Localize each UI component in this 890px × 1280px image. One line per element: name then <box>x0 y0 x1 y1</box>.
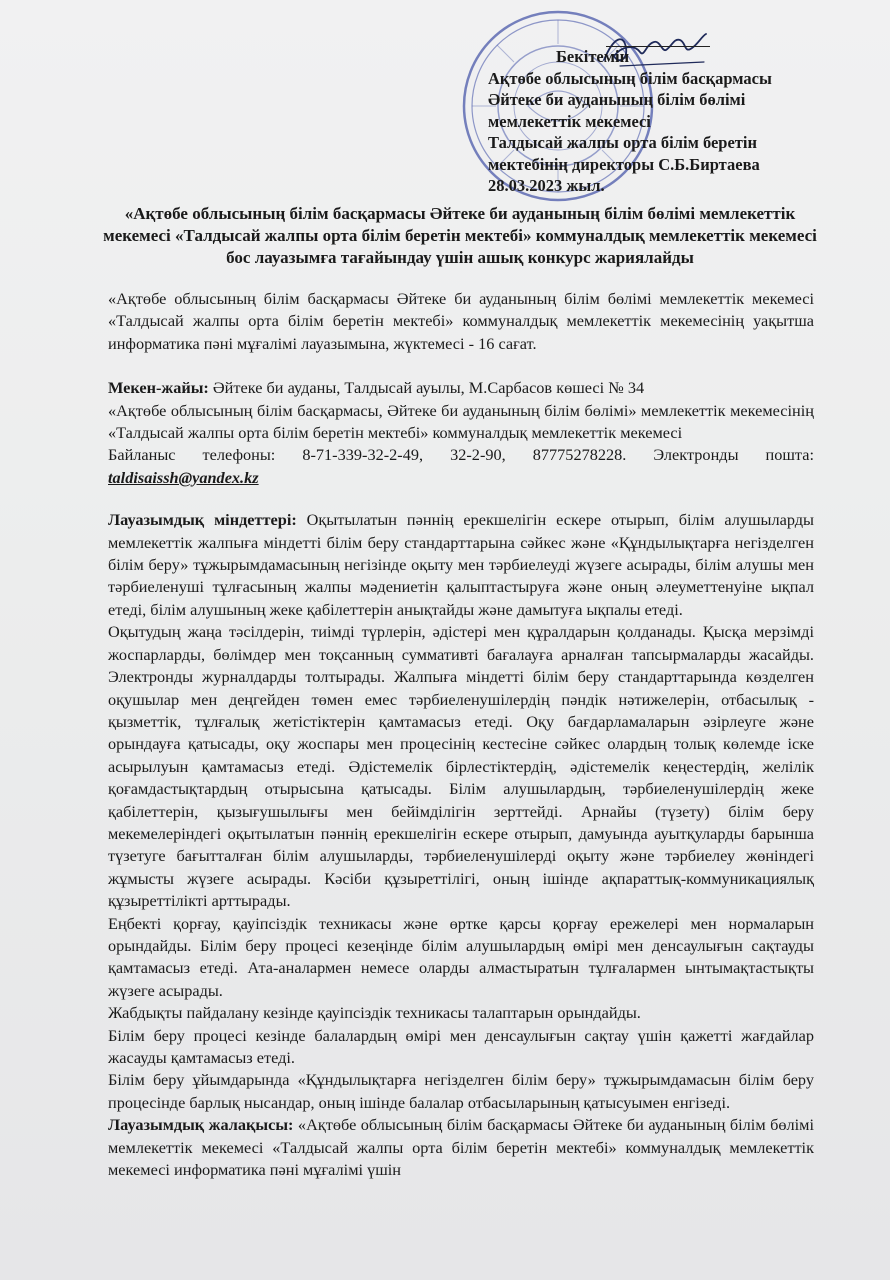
intro-paragraph: «Ақтөбе облысының білім басқармасы Әйтеке би ауданының білім бөлімі мемлекеттік мекемесі «Талдысай жалпы орта білім беретін мектебі» коммуналдық мемлекеттік мекемесінің уақытша информатика пәні мұғалімі лауазымына, жүктемесі - 16 сағат. <box>108 289 814 353</box>
duties-paragraph <box>108 509 814 621</box>
approval-line: мемлекеттік мекемесі <box>488 111 651 131</box>
announcement-title: «Ақтөбе облысының білім басқармасы Әйтеке би ауданының білім бөлімі мемлекеттік мекемесі «Талдысай жалпы орта білім беретін мектебі» коммуналдық мемлекеттік мекемесі бос лауазымға тағайындау үшін ашық конкурс жариялайды <box>103 204 817 267</box>
duties-paragraph: Білім беру ұйымдарында «Құндылықтарға негізделген білім беру» тұжырымдамасын білім беру процесінде барлық нысандар, оның ішінде балалар отбасыларының қатысуымен енгізеді. <box>108 1070 814 1112</box>
address-paragraph <box>108 377 814 399</box>
contacts-paragraph <box>108 444 814 489</box>
announcement-body <box>108 288 814 1181</box>
salary-label: Лауазымдық жалақысы: <box>108 1115 294 1135</box>
duties-paragraph: Жабдықты пайдалану кезінде қауіпсіздік техникасы талаптарын орындайды. <box>108 1003 641 1023</box>
salary-paragraph <box>108 1114 814 1181</box>
duties-text: Оқытылатын пәннің ерекшелігін ескере отырып, білім алушыларды мемлекеттік жалпыға міндетті білім беру стандарттарына сәйкес және «Құндылықтарға негізделген білім беру» тұжырымдамасының негізінде оқыту мен тәрбиелеуді жүзеге асырады, білім алушы мен тәрбиеленуші тұлғасының жалпы мәдениетін қалыптастыруға және оның әлеуметтенуіне ықпал етеді, білім алушының жеке қабілеттерін анықтайды және дамытуға ықпалы етеді. <box>108 510 814 619</box>
organization-paragraph: «Ақтөбе облысының білім басқармасы, Әйтеке би ауданының білім бөлімі» мемлекеттік мекемесінің «Талдысай жалпы орта білім беретін мектебі» коммуналдық мемлекеттік мекемесі <box>108 400 814 443</box>
approval-word: Бекітемін <box>556 47 630 66</box>
approval-block <box>488 46 848 197</box>
duties-paragraph: Еңбекті қорғау, қауіпсіздік техникасы және өртке қарсы қорғау ережелері мен нормаларын орындайды. Білім беру процесі кезеңінде білім алушылардың өмірі мен денсаулығын сақтауды қамтамасыз етеді. Ата-аналармен немесе оларды алмастыратын тұлғалармен ынтымақтастықты жүзеге асырады. <box>108 913 814 1000</box>
phones-text: Байланыс телефоны: 8-71-339-32-2-49, 32-2-90, 87775278228. Электронды пошта: <box>108 445 814 465</box>
signature-line <box>606 46 710 47</box>
duties-paragraph: Білім беру процесі кезінде балалардың өмірі мен денсаулығын сақтау үшін қажетті жағдайлар жасауды қамтамасыз етеді. <box>108 1025 814 1067</box>
duties-paragraph: Оқытудың жаңа тәсілдерін, тиімді түрлерін, әдістері мен құралдарын қолданады. Қысқа мерзімді жоспарларды, бөлімдер мен тоқсанның суммативті бағалауға арналған тапсырмаларды жасайды. Электронды журналдарды толтырады. Жалпыға міндетті білім беру стандарттарында көзделген оқушылар мен деңгейден төмен емес тәрбиеленушілердің пәндік нәтижелерін, отбасылық - қызметтік, тұлғалық жетістіктерін қамтамасыз етеді. Оқу бағдарламаларын әзірлеуге және орындауға қатысады, оқу жоспары мен процесінің кестесіне сәйкес олардың толық көлемде іске асырылуын қамтамасыз етеді. Әдістемелік бірлестіктердің, әдістемелік кеңестердің, желілік қоғамдастықтардың отырысына қатысады. Білім алушылардың, тәрбиеленушілердің жеке қабілеттерін, қызығушылығы мен бейімділігін зерттейді. Арнайы (түзету) білім беру мекемелеріндегі оқытылатын пәннің ерекшелігін ескере отырып, дамуында ауытқуларды барынша түзетуге бағытталған білім алушыларды, тәрбиеленушілерді оқыту және тәрбиелеу жөніндегі жұмысты жүзеге асырады. Кәсіби құзыреттілігі, оның ішінде ақпараттық-коммуникациялық құзыреттілікті арттырады. <box>108 622 814 911</box>
approval-line: Әйтеке би ауданының білім бөлімі <box>488 90 746 109</box>
approval-line: Талдысай жалпы орта білім беретін <box>488 133 757 152</box>
approval-line: мектебінің директоры С.Б.Биртаева <box>488 154 760 174</box>
email-link[interactable]: taldisaissh@yandex.kz <box>108 467 259 487</box>
approval-date: 28.03.2023 жыл. <box>488 176 605 195</box>
address-label: Мекен-жайы: <box>108 378 209 398</box>
duties-label: Лауазымдық міндеттері: <box>108 510 297 530</box>
salary-text: «Ақтөбе облысының білім басқармасы Әйтеке би ауданының білім бөлімі мемлекеттік мекемесі «Талдысай жалпы орта білім беретін мектебі» коммуналдық мемлекеттік мекемесі информатика пәні мұғалімі үшін <box>108 1115 814 1180</box>
approval-line: Ақтөбе облысының білім басқармасы <box>488 68 772 88</box>
address-value: Әйтеке би ауданы, Талдысай ауылы, М.Сарбасов көшесі № 34 <box>208 378 645 398</box>
